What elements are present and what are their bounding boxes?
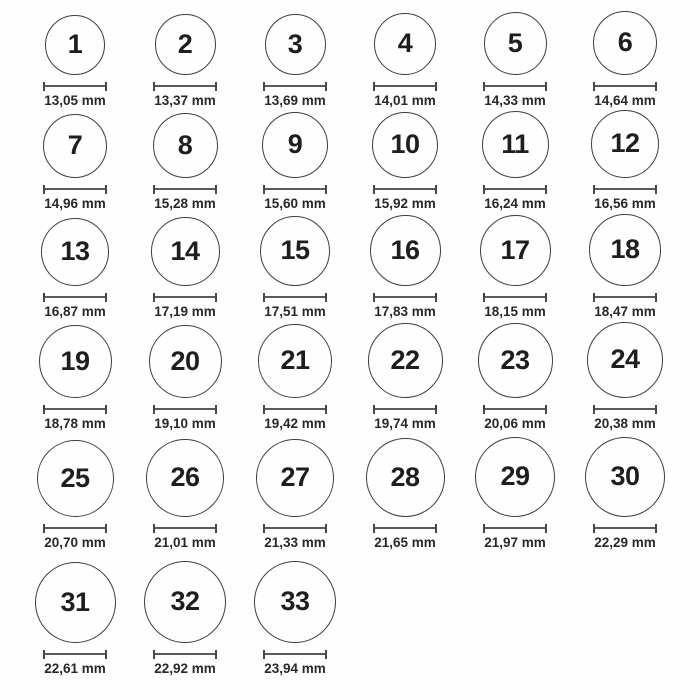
- diameter-label: 13,37 mm: [154, 92, 216, 108]
- diameter-bar: [263, 405, 327, 414]
- ring-size-number: 31: [60, 586, 90, 617]
- ring-size-row: [0, 320, 700, 432]
- diameter-label: 21,65 mm: [374, 534, 436, 550]
- ring-size-cell: [37, 440, 114, 551]
- ring-circle: [149, 325, 222, 398]
- diameter-label: 20,70 mm: [44, 534, 106, 550]
- ring-size-cell: [262, 112, 328, 212]
- diameter-label: 14,01 mm: [374, 92, 436, 108]
- diameter-label: 15,92 mm: [374, 195, 436, 211]
- diameter-bar: [593, 185, 657, 194]
- ring-circle: [265, 14, 326, 75]
- ring-circle: [254, 561, 336, 643]
- diameter-bar: [43, 293, 107, 302]
- diameter-bar: [593, 524, 657, 533]
- ring-circle: [482, 111, 549, 178]
- ring-size-cell: [43, 114, 107, 212]
- diameter-bar: [373, 524, 437, 533]
- ring-size-cell: [41, 218, 109, 320]
- diameter-bar: [153, 185, 217, 194]
- diameter-bar: [373, 185, 437, 194]
- ring-size-number: 17: [500, 234, 530, 265]
- ring-size-number: 27: [280, 462, 310, 493]
- ring-circle: [370, 215, 441, 286]
- ring-circle: [151, 217, 220, 286]
- ring-size-number: 32: [170, 586, 200, 617]
- ring-circle: [41, 218, 109, 286]
- ring-size-number: 3: [287, 28, 303, 59]
- diameter-label: 22,61 mm: [44, 660, 106, 676]
- ring-circle: [260, 216, 330, 286]
- ring-size-cell: [258, 324, 332, 432]
- diameter-label: 18,15 mm: [484, 303, 546, 319]
- diameter-bar: [373, 82, 437, 91]
- diameter-bar: [43, 524, 107, 533]
- ring-size-cell: [372, 112, 438, 212]
- ring-size-cell: [585, 437, 665, 551]
- ring-size-number: 2: [177, 28, 193, 59]
- diameter-bar: [153, 650, 217, 659]
- diameter-label: 22,29 mm: [594, 534, 656, 550]
- diameter-bar: [263, 650, 327, 659]
- ring-size-cell: [153, 113, 218, 212]
- ring-size-cell: [478, 323, 553, 432]
- diameter-label: 19,42 mm: [264, 415, 326, 431]
- ring-size-number: 18: [610, 234, 640, 265]
- ring-size-cell: [480, 215, 551, 320]
- diameter-label: 20,38 mm: [594, 415, 656, 431]
- ring-size-number: 7: [67, 130, 83, 161]
- diameter-label: 21,97 mm: [484, 534, 546, 550]
- ring-size-row: [0, 109, 700, 212]
- diameter-bar: [263, 293, 327, 302]
- ring-circle: [35, 562, 116, 643]
- ring-size-number: 21: [280, 345, 310, 376]
- diameter-bar: [373, 293, 437, 302]
- ring-size-row: [0, 212, 700, 320]
- ring-size-number: 11: [501, 128, 529, 159]
- diameter-label: 19,10 mm: [154, 415, 216, 431]
- diameter-bar: [483, 82, 547, 91]
- ring-size-number: 33: [280, 586, 310, 617]
- diameter-bar: [263, 185, 327, 194]
- diameter-label: 21,33 mm: [264, 534, 326, 550]
- ring-circle: [591, 110, 659, 178]
- ring-size-number: 6: [617, 27, 633, 58]
- diameter-bar: [43, 650, 107, 659]
- diameter-label: 14,96 mm: [44, 195, 106, 211]
- ring-size-number: 22: [390, 344, 420, 375]
- ring-size-cell: [587, 322, 663, 432]
- diameter-bar: [153, 82, 217, 91]
- ring-size-number: 9: [287, 129, 303, 160]
- ring-size-row: [0, 551, 700, 677]
- ring-circle: [484, 12, 547, 75]
- diameter-label: 23,94 mm: [264, 660, 326, 676]
- ring-size-number: 29: [500, 461, 530, 492]
- ring-circle: [593, 11, 657, 75]
- ring-size-cell: [373, 13, 437, 109]
- diameter-bar: [263, 82, 327, 91]
- ring-size-cell: [151, 217, 220, 320]
- ring-size-number: 28: [390, 461, 420, 492]
- diameter-bar: [153, 524, 217, 533]
- ring-size-cell: [35, 562, 116, 677]
- ring-size-number: 10: [390, 129, 420, 160]
- ring-circle: [478, 323, 553, 398]
- ring-circle: [587, 322, 663, 398]
- ring-size-row: [0, 8, 700, 109]
- diameter-label: 18,47 mm: [594, 303, 656, 319]
- diameter-label: 16,24 mm: [484, 195, 546, 211]
- diameter-label: 13,69 mm: [264, 92, 326, 108]
- diameter-label: 21,01 mm: [154, 534, 216, 550]
- diameter-label: 13,05 mm: [44, 92, 106, 108]
- diameter-label: 16,87 mm: [44, 303, 106, 319]
- diameter-bar: [483, 405, 547, 414]
- diameter-label: 17,83 mm: [374, 303, 436, 319]
- ring-size-cell: [260, 216, 330, 320]
- ring-size-cell: [593, 11, 657, 109]
- ring-circle: [144, 561, 226, 643]
- diameter-label: 14,64 mm: [594, 92, 656, 108]
- diameter-bar: [593, 405, 657, 414]
- ring-size-cell: [370, 215, 441, 320]
- ring-size-cell: [366, 438, 445, 551]
- ring-size-number: 16: [390, 234, 420, 265]
- diameter-label: 19,74 mm: [374, 415, 436, 431]
- diameter-bar: [153, 293, 217, 302]
- ring-circle: [45, 15, 105, 75]
- ring-size-number: 24: [610, 344, 640, 375]
- diameter-bar: [43, 405, 107, 414]
- ring-size-number: 20: [170, 345, 200, 376]
- ring-circle: [480, 215, 551, 286]
- ring-size-cell: [146, 439, 224, 551]
- diameter-label: 22,92 mm: [154, 660, 216, 676]
- ring-size-cell: [591, 110, 659, 212]
- diameter-label: 17,19 mm: [154, 303, 216, 319]
- ring-circle: [475, 437, 555, 517]
- ring-size-number: 4: [397, 28, 413, 59]
- ring-circle: [262, 112, 328, 178]
- diameter-bar: [483, 185, 547, 194]
- diameter-bar: [593, 293, 657, 302]
- ring-size-cell: [39, 325, 112, 432]
- ring-size-number: 5: [507, 27, 523, 58]
- ring-size-cell: [256, 439, 334, 551]
- diameter-bar: [593, 82, 657, 91]
- diameter-bar: [483, 293, 547, 302]
- ring-circle: [366, 438, 445, 517]
- diameter-label: 15,28 mm: [154, 195, 216, 211]
- ring-size-cell: [482, 111, 549, 212]
- ring-circle: [256, 439, 334, 517]
- ring-size-number: 26: [170, 462, 200, 493]
- diameter-bar: [483, 524, 547, 533]
- ring-size-cell: [149, 325, 222, 432]
- diameter-label: 15,60 mm: [264, 195, 326, 211]
- ring-size-cell: [475, 437, 555, 551]
- ring-size-number: 13: [60, 236, 90, 267]
- ring-circle: [153, 113, 218, 178]
- ring-circle: [374, 13, 436, 75]
- ring-size-cell: [153, 14, 217, 109]
- diameter-bar: [153, 405, 217, 414]
- ring-size-cell: [254, 561, 336, 677]
- ring-circle: [146, 439, 224, 517]
- ring-circle: [585, 437, 665, 517]
- diameter-label: 16,56 mm: [594, 195, 656, 211]
- diameter-bar: [373, 405, 437, 414]
- ring-circle: [258, 324, 332, 398]
- ring-circle: [368, 323, 443, 398]
- ring-size-number: 15: [280, 235, 310, 266]
- diameter-bar: [43, 82, 107, 91]
- ring-size-cell: [263, 14, 327, 109]
- diameter-label: 17,51 mm: [264, 303, 326, 319]
- ring-size-number: 19: [60, 345, 90, 376]
- diameter-label: 18,78 mm: [44, 415, 106, 431]
- ring-size-cell: [589, 214, 661, 320]
- ring-size-number: 25: [60, 462, 90, 493]
- ring-circle: [39, 325, 112, 398]
- ring-circle: [155, 14, 216, 75]
- ring-size-number: 1: [67, 29, 83, 60]
- ring-size-number: 14: [170, 235, 200, 266]
- ring-size-cell: [43, 15, 107, 109]
- ring-size-number: 23: [500, 344, 530, 375]
- ring-circle: [589, 214, 661, 286]
- ring-circle: [37, 440, 114, 517]
- diameter-label: 20,06 mm: [484, 415, 546, 431]
- ring-size-number: 30: [610, 461, 640, 492]
- ring-circle: [372, 112, 438, 178]
- ring-circle: [43, 114, 107, 178]
- ring-size-row: [0, 432, 700, 551]
- diameter-bar: [263, 524, 327, 533]
- ring-size-number: 12: [610, 128, 640, 159]
- diameter-bar: [43, 185, 107, 194]
- ring-size-cell: [144, 561, 226, 677]
- ring-size-number: 8: [177, 129, 193, 160]
- ring-size-cell: [368, 323, 443, 432]
- diameter-label: 14,33 mm: [484, 92, 546, 108]
- ring-size-cell: [483, 12, 547, 109]
